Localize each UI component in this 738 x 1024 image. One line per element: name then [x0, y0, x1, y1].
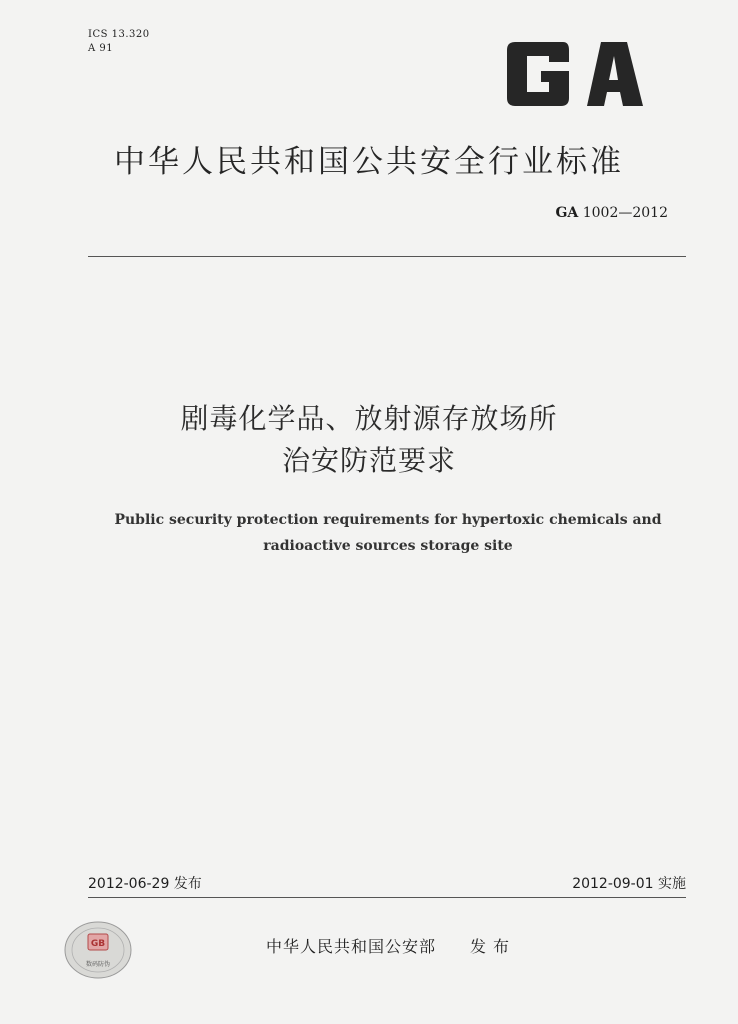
title-en-line-2: radioactive sources storage site	[263, 538, 513, 554]
ga-logo	[503, 40, 645, 108]
classification-codes	[88, 28, 150, 56]
title-zh-line-2: 治安防范要求	[281, 444, 456, 477]
svg-text:GB: GB	[90, 939, 106, 949]
implementation-date: 2012-09-01 实施	[572, 876, 686, 892]
title-en-line-1: Public security protection requirements for hypertoxic chemicals and	[114, 512, 662, 528]
standard-number-value: 1002—2012	[582, 205, 668, 221]
ccs-code: A 91	[88, 43, 114, 54]
seal-label: 数码防伪	[85, 961, 111, 968]
top-divider	[88, 256, 686, 257]
standard-number-prefix: GA	[555, 205, 579, 221]
bottom-divider	[88, 897, 686, 898]
ics-code: ICS 13.320	[88, 29, 150, 40]
standard-category-title: 中华人民共和国公共安全行业标准	[114, 144, 624, 180]
document-title-chinese	[0, 398, 738, 482]
title-zh-line-1: 剧毒化学品、放射源存放场所	[180, 402, 558, 435]
issuer-name: 中华人民共和国公安部	[265, 937, 436, 956]
issue-date: 2012-06-29 发布	[88, 876, 202, 892]
ga-logo-graphic	[503, 40, 645, 108]
document-title-english	[0, 507, 738, 559]
standard-number	[555, 205, 668, 221]
issue-word: 发 布	[469, 937, 511, 956]
issuing-authority	[0, 934, 738, 957]
